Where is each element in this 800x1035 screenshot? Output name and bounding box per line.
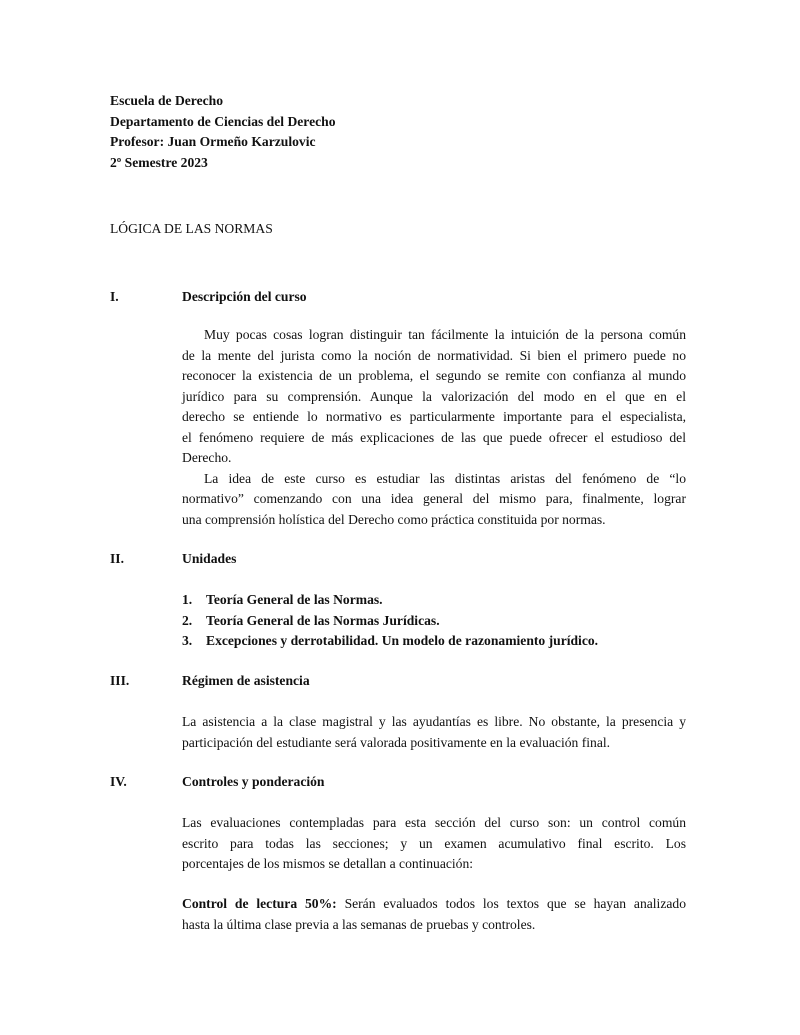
control-label: Control de lectura 50%: [182, 896, 337, 911]
department-name: Departamento de Ciencias del Derecho [110, 113, 336, 129]
control-text: Serán evaluados todos los textos que se hayan analizado [344, 896, 686, 911]
attendance-paragraph [182, 712, 686, 753]
text-line: normativo” comenzando con una idea general del mismo para, finalmente, lograr [182, 491, 686, 506]
text-line: derecho se entiende lo normativo es particularmente importante para el especialista, [182, 409, 686, 424]
text-line: participación del estudiante será valorada positivamente en la evaluación final. [182, 734, 611, 750]
semester: 2º Semestre 2023 [110, 154, 208, 170]
text-line: una comprensión holística del Derecho como práctica constituida por normas. [182, 511, 606, 527]
text-line: el fenómeno requiere de más explicaciones de las que puede ofrecer el estudioso del [182, 429, 686, 445]
section-number: III. [110, 673, 130, 688]
item-number: 2. [182, 612, 193, 628]
course-title: LÓGICA DE LAS NORMAS [110, 221, 273, 236]
text-line: Derecho. [182, 450, 232, 465]
description-paragraph-1 [182, 325, 686, 530]
item-number: 1. [182, 592, 193, 607]
item-number: 3. [182, 633, 193, 648]
item-text: Excepciones y derrotabilidad. Un modelo de razonamiento jurídico. [206, 633, 599, 648]
professor-name: Profesor: Juan Ormeño Karzulovic [110, 134, 316, 149]
section-heading: Régimen de asistencia [182, 673, 310, 688]
text-line [182, 894, 686, 915]
text-line: reconocer la existencia de un problema, el segundo se remite con confianza al mundo [182, 368, 686, 383]
section-heading: Controles y ponderación [182, 774, 325, 789]
unit-item [182, 590, 598, 611]
section-number: IV. [110, 774, 127, 789]
evaluation-paragraph [182, 813, 686, 875]
text-line: de la mente del jurista como la noción de normatividad. Si bien el primero puede no [182, 347, 686, 363]
item-text: Teoría General de las Normas Jurídicas. [206, 612, 440, 628]
section-number: I. [110, 289, 119, 304]
section-heading: Descripción del curso [182, 289, 307, 304]
section-number: II. [110, 551, 124, 566]
text-line: Las evaluaciones contempladas para esta sección del curso son: un control común [182, 815, 686, 830]
text-line: escrito para todas las secciones; y un examen acumulativo final escrito. Los [182, 835, 686, 851]
text-line: jurídico para su comprensión. Aunque la valorización del modo en el que en el [182, 388, 686, 404]
control-paragraph [182, 894, 686, 935]
section-heading: Unidades [182, 551, 237, 566]
text-line: La idea de este curso es estudiar las distintas aristas del fenómeno de “lo [204, 470, 686, 486]
text-line: hasta la última clase previa a las semanas de pruebas y controles. [182, 916, 536, 932]
item-text: Teoría General de las Normas. [206, 592, 383, 607]
units-list [182, 590, 598, 652]
document-header [110, 91, 336, 173]
text-line: La asistencia a la clase magistral y las ayudantías es libre. No obstante, la presencia y [182, 714, 686, 729]
text-line: Muy pocas cosas logran distinguir tan fácilmente la intuición de la persona común [204, 327, 686, 342]
school-name: Escuela de Derecho [110, 93, 224, 108]
unit-item [182, 631, 598, 652]
text-line: porcentajes de los mismos se detallan a continuación: [182, 856, 474, 871]
unit-item [182, 611, 598, 632]
